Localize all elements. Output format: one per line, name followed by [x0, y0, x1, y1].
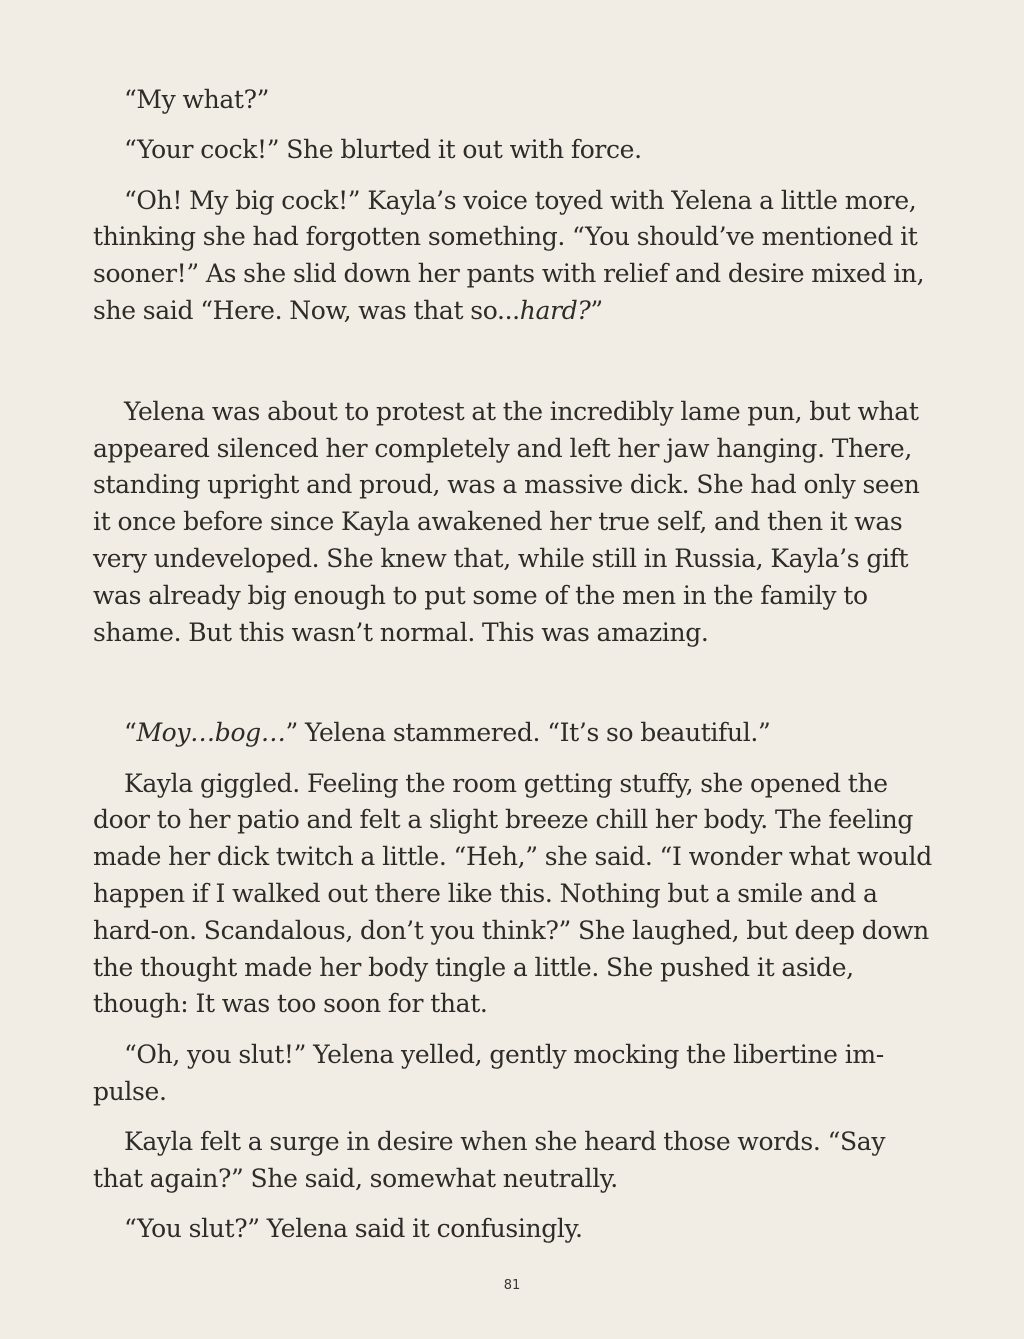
paragraph — [93, 394, 938, 652]
paragraph-text: “ — [124, 718, 137, 748]
paragraph-text: “Your cock!” She blurted it out with force. — [124, 135, 642, 165]
paragraph — [93, 766, 938, 1024]
paragraph-text: Kayla felt a surge in desire when she heard those words. “Say that again?” She said, somewhat neutrally. — [93, 1126, 886, 1193]
body-text — [93, 82, 938, 1261]
paragraph-text: “Oh! My big cock!” Kayla’s voice toyed with Yelena a little more, thinking she had forgotten something. “You should’ve mentioned it sooner!” As she slid down her pants with relief and desire mixed in, she said “Here. Now, was that so... — [93, 185, 925, 325]
italic-text: Moy…bog… — [136, 718, 286, 748]
paragraph — [93, 715, 938, 752]
italic-text: hard? — [519, 295, 591, 325]
paragraph-text: ” — [590, 295, 603, 325]
paragraph — [93, 1211, 938, 1248]
paragraph-text: Yelena was about to protest at the incredibly lame pun, but what appeared silenced her completely and left her jaw hanging. There, standing upright and proud, was a massive dick. She had only seen it once before since Kayla awakened her true self, and then it was very undeveloped. She knew that, while still in Russia, Kayla’s gift was already big enough to put some of the men in the family to shame. But this wasn’t normal. This was amazing. — [93, 396, 920, 647]
paragraph-text: Kayla giggled. Feeling the room getting stuffy, she opened the door to her patio and felt a slight breeze chill her body. The feeling made her dick twitch a little. “Heh,” she said. “I wonder what would happen if I walked out there like this. Nothing but a smile and a hard-on. Scandalous, don’t you think?” She laughed, but deep down the thought made her body tingle a little. She pushed it aside, though: It was too soon for that. — [93, 768, 932, 1019]
paragraph-text: ” Yelena stammered. “It’s so beautiful.” — [285, 718, 771, 748]
paragraph-text: “You slut?” Yelena said it confusingly. — [124, 1213, 583, 1243]
paragraph — [93, 183, 938, 330]
paragraph — [93, 132, 938, 169]
paragraph-text: “Oh, you slut!” Yelena yelled, gently mocking the libertine im- pulse. — [93, 1039, 884, 1106]
paragraph — [93, 1037, 938, 1111]
paragraph-text: “My what?” — [124, 85, 270, 114]
paragraph — [93, 1124, 938, 1198]
paragraph — [93, 82, 938, 119]
page-number: 81 — [503, 1278, 521, 1293]
